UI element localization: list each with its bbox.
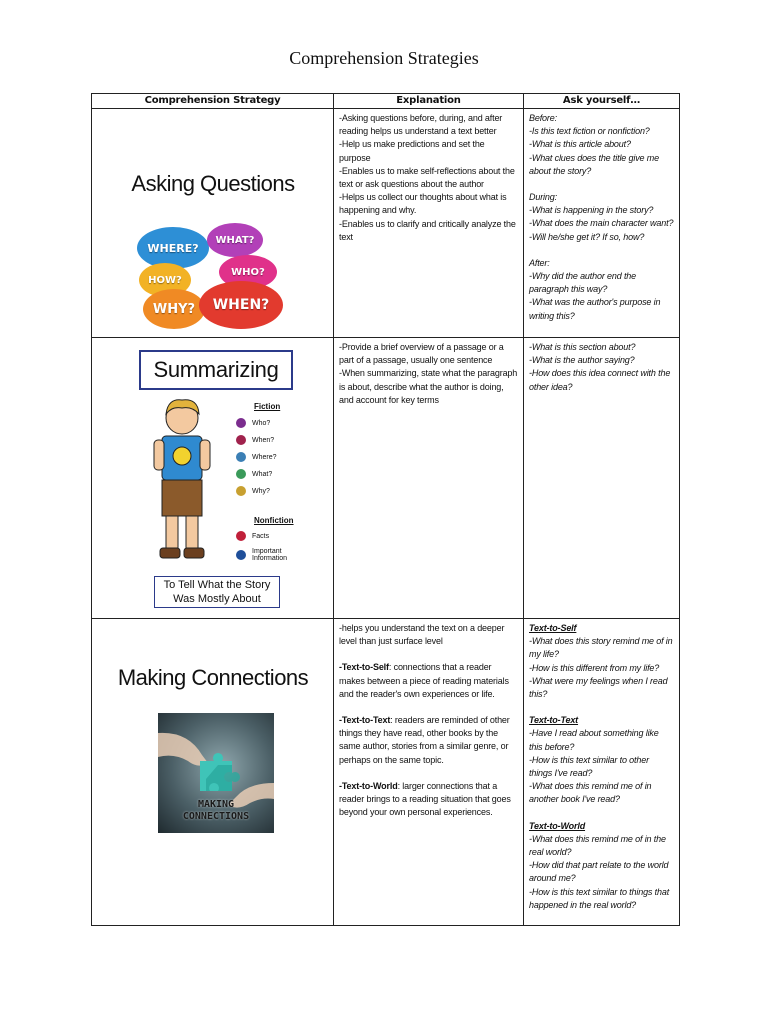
ask-section-label: Before: xyxy=(529,113,557,123)
bubble-what: WHAT? xyxy=(207,223,263,257)
bubble-who: WHO? xyxy=(219,255,277,289)
ask-question: -Is this text fiction or nonfiction? xyxy=(529,126,650,137)
ask-question: -What is the author saying? xyxy=(529,355,635,366)
ask-subhead-text-to-self: Text-to-Self xyxy=(529,623,577,633)
gold-dot-icon xyxy=(236,486,246,496)
ask-question: -What were my feelings when I read this? xyxy=(529,675,668,700)
green-dot-icon xyxy=(236,469,246,479)
bubble-when: WHEN? xyxy=(199,281,283,329)
strategy-cell-asking-questions xyxy=(92,109,334,338)
ask-question: -Have I read about something like this before? xyxy=(529,728,659,752)
explanation-cell-asking-questions xyxy=(334,109,524,338)
legend-item: Why? xyxy=(236,486,270,496)
explanation-line: -Help us make predictions and set the purpose xyxy=(339,139,485,163)
table-row xyxy=(92,109,680,338)
ask-cell-asking-questions xyxy=(524,109,680,338)
tell-story-box: To Tell What the Story Was Mostly About xyxy=(154,576,280,608)
ask-question: -What was the author's purpose in writing this? xyxy=(529,297,661,321)
explanation-cell-summarizing xyxy=(334,338,524,619)
legend-item: Where? xyxy=(236,452,277,462)
explanation-line: -Text-to-Text: readers are reminded of other things they have read, other books by the same author, stories from a similar genre, or perhaps on the same topic. xyxy=(339,715,510,765)
ask-question: -What does this remind me of in the real world? xyxy=(529,833,666,858)
photo-caption: MAKING CONNECTIONS xyxy=(182,799,250,822)
ask-question: -Why did the author end the paragraph this way? xyxy=(529,271,637,295)
text-to-text-label: -Text-to-Text xyxy=(339,715,391,726)
table-row xyxy=(92,619,680,926)
ask-question: -What does this story remind me of in my life? xyxy=(529,636,673,660)
ask-question: -Will he/she get it? If so, how? xyxy=(529,231,645,242)
text-to-self-label: -Text-to-Self xyxy=(339,662,389,673)
legend-item: When? xyxy=(236,435,274,445)
ask-question: -How is this text similar to other things I've read? xyxy=(529,754,649,779)
explanation-line: -Enables us to make self-reflections about the text or ask questions about the author xyxy=(339,165,515,190)
explanation-line: -Enables us to clarify and critically analyze the text xyxy=(339,218,516,242)
explanation-line: -Text-to-Self: connections that a reader makes between a piece of reading materials and the reader's own experiences or life. xyxy=(339,662,509,699)
table-header-row xyxy=(92,94,680,109)
strategy-cell-summarizing xyxy=(92,338,334,619)
ask-section-label: During: xyxy=(529,192,557,203)
legend-item: Important Information xyxy=(236,548,316,562)
nonfiction-label: Nonfiction xyxy=(254,516,294,525)
strategies-table xyxy=(91,93,680,926)
explanation-line: -Helps us collect our thoughts about what is happening and why. xyxy=(339,192,507,216)
ask-question: -How does this idea connect with the other idea? xyxy=(529,368,671,392)
explanation-cell-making-connections xyxy=(334,619,524,926)
text-to-world-label: -Text-to-World xyxy=(339,780,398,791)
ask-question: -How did that part relate to the world around me? xyxy=(529,860,669,884)
blue-dot-icon xyxy=(236,452,246,462)
legend-item: Facts xyxy=(236,531,269,541)
ask-question: -What does this remind me of in another book I've read? xyxy=(529,781,652,805)
header-ask-yourself: Ask yourself… xyxy=(524,94,680,109)
navy-dot-icon xyxy=(236,550,246,560)
explanation-line: -Asking questions before, during, and after reading helps us understand a text better xyxy=(339,113,503,137)
bubble-how: HOW? xyxy=(139,263,191,297)
bubble-why: WHY? xyxy=(143,289,205,329)
purple-dot-icon xyxy=(236,418,246,428)
header-strategy: Comprehension Strategy xyxy=(92,94,334,109)
ask-question: -What is happening in the story? xyxy=(529,205,654,216)
ask-question: -How is this text similar to things that happened in the real world? xyxy=(529,886,670,910)
explanation-line: -Provide a brief overview of a passage or a part of a passage, usually one sentence xyxy=(339,342,504,366)
ask-question: -What is this section about? xyxy=(529,342,636,352)
ask-subhead-text-to-world: Text-to-World xyxy=(529,820,586,831)
puzzle-hands-photo xyxy=(158,713,274,833)
red-dot-icon xyxy=(236,531,246,541)
ask-cell-summarizing xyxy=(524,338,680,619)
table-row xyxy=(92,338,680,619)
strategy-name: Making Connections xyxy=(117,665,309,690)
boy-illustration-icon xyxy=(148,396,216,568)
legend-item: Who? xyxy=(236,418,270,428)
ask-subhead-text-to-text: Text-to-Text xyxy=(529,715,579,726)
question-bubbles-image xyxy=(137,223,287,333)
fiction-label: Fiction xyxy=(254,402,281,411)
ask-question: -What clues does the title give me about the story? xyxy=(529,152,659,176)
document-title: Comprehension Strategies xyxy=(289,48,479,68)
ask-question: -How is this different from my life? xyxy=(529,662,660,673)
ask-cell-making-connections xyxy=(524,619,680,926)
header-explanation: Explanation xyxy=(334,94,524,109)
explanation-line: -helps you understand the text on a deeper level than just surface level xyxy=(339,623,505,647)
strategy-name: Asking Questions xyxy=(131,171,295,196)
ask-section-label: After: xyxy=(529,257,550,268)
strategy-cell-making-connections xyxy=(92,619,334,926)
bubble-where: WHERE? xyxy=(137,227,209,269)
explanation-line: -Text-to-World: larger connections that a reader brings to a reading situation that goes beyond your own personal experiences. xyxy=(339,780,511,818)
ask-question: -What is this article about? xyxy=(529,139,631,150)
legend-item: What? xyxy=(236,469,272,479)
ask-question: -What does the main character want? xyxy=(529,218,674,229)
maroon-dot-icon xyxy=(236,435,246,445)
summarizing-title-box: Summarizing xyxy=(139,350,293,390)
explanation-line: -When summarizing, state what the paragraph is about, describe what the author is doing, and account for key terms xyxy=(339,368,518,405)
